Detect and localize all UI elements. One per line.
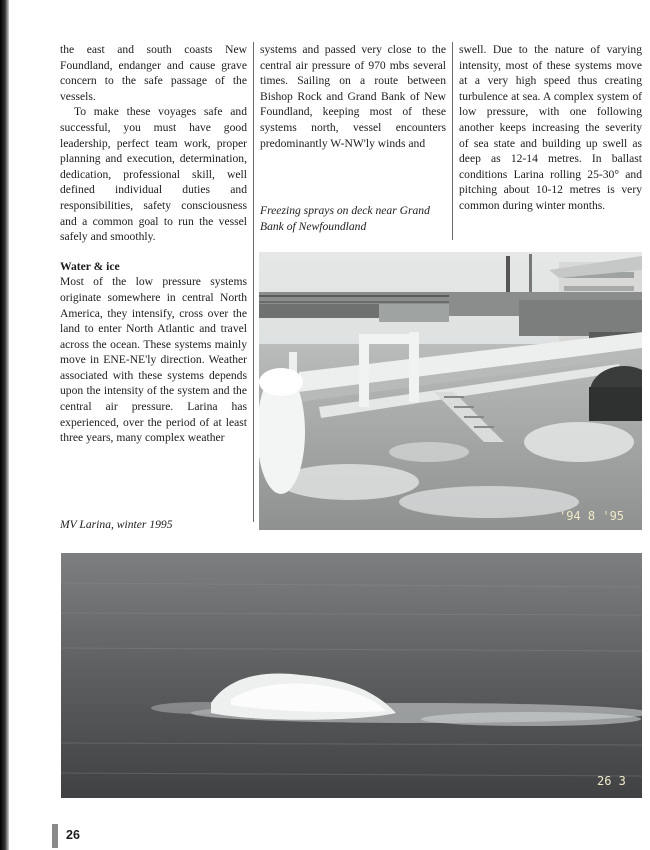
- sea-photo: [61, 553, 642, 798]
- paragraph: systems and passed very close to the central air pressure of 970 mbs several times. Sailing on a route between Bishop Rock and Grand Bank of New Foundland, keeping most of these systems north, vessel encounters predominantly W-NW'ly winds and: [260, 43, 446, 150]
- paragraph: the east and south coasts New Foundland, endanger and cause grave concern to the safe passage of the vessels.: [60, 43, 247, 103]
- paragraph: swell. Due to the nature of varying intensity, most of these systems move at a very high speed thus creating turbulence at sea. A complex system of low pressure, with one following another keeps increasing the severity of sea state and building up swell as deep as 12-14 metres. In ballast conditions Larina rolling 25-30° and pitching about 10-12 metres is very common during winter months.: [459, 43, 642, 212]
- column-divider: [253, 42, 254, 522]
- deck-photo: [259, 252, 642, 530]
- photo-caption-deck: Freezing sprays on deck near Grand Bank of Newfoundland: [260, 204, 430, 233]
- sea-photo-timestamp: 26 3: [597, 774, 626, 788]
- page-number-marker: [52, 824, 58, 848]
- photo-caption-ship: MV Larina, winter 1995: [60, 518, 173, 531]
- text-column-3: [459, 42, 642, 214]
- page-number: 26: [66, 828, 80, 842]
- section-heading: Water & ice: [60, 259, 120, 273]
- paragraph: To make these voyages safe and successful, you must have good leadership, perfect team work, proper planning and execution, determination, dedication, professional skill, well defined individual duties and responsibilities, safety consciousness and a common goal to run the vessel safely and smoothly.: [60, 105, 247, 244]
- binding-edge: [0, 0, 9, 850]
- column-divider: [452, 42, 453, 240]
- deck-photo-timestamp: '94 8 '95: [559, 509, 625, 523]
- paragraph: Most of the low pressure systems originate somewhere in central North America, they intensify, cross over the land to enter North Atlantic and travel across the ocean. These systems mainly move in ENE-NE'ly direction. Weather associated with these systems depends upon the intensity of the system and the central air pressure. Larina has experienced, over the period of at least three years, many complex weather: [60, 275, 247, 445]
- text-column-1: [60, 42, 247, 446]
- text-column-2: [260, 42, 446, 151]
